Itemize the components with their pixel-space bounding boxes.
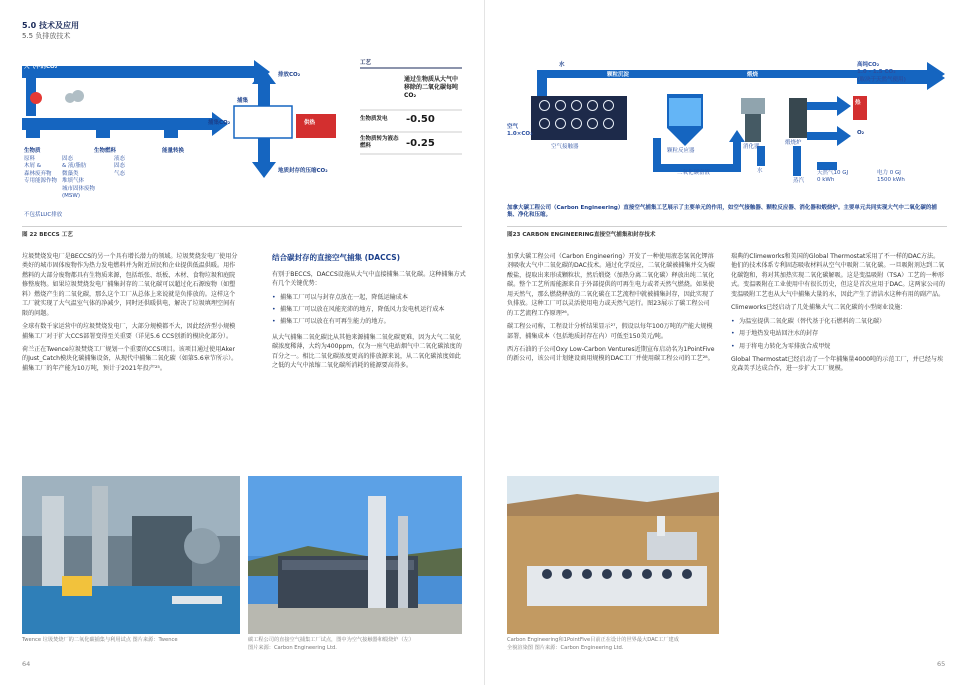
- table-row-1-value: -0.50: [406, 114, 435, 125]
- label-stored: 地质封存的压缩CO₂: [278, 168, 328, 174]
- label-gasify-sub: 液态 固态 气态: [114, 156, 126, 177]
- table-row-2-value: -0.25: [406, 138, 435, 149]
- dac-label-precipitation: 颗粒沉淀: [607, 72, 630, 78]
- table-header: 工艺: [360, 60, 372, 66]
- col4-p2: Climeworks已经启动了几处捕集大气二氧化碳的小型商业设施：: [731, 304, 907, 312]
- dac-label-recycle: 二氧化碳富液: [677, 170, 711, 176]
- right-page: [485, 0, 969, 685]
- label-atmosphere: 大气中的CO₂: [24, 64, 58, 70]
- figure-23-rule: [507, 226, 947, 227]
- photo-twence-caption: Twence 垃圾焚烧厂的二氧化碳捕集与利用试点 图片来源：Twence: [22, 637, 178, 643]
- col2-text: [272, 252, 466, 371]
- fan-icon: [555, 118, 566, 129]
- dac-label-water-top: 水: [559, 62, 565, 68]
- col4-bullets: [731, 317, 945, 351]
- label-heat: 供热: [304, 120, 316, 126]
- dac-label-o2: O₂: [857, 130, 865, 136]
- daccs-heading: 结合碳封存的直接空气捕集 (DACCS): [272, 253, 401, 262]
- col4-p1: 瑞典的Climeworks和美国的Global Thermostat采用了不一样的DAC方法。他们的技术体系专利固态吸收材料从空气中吸附二氧化碳。一旦吸附剂达到二氧化碳饱和，将对其加热实现二氧化碳解吸。这是变温吸附（TSA）工艺的一种形式。变温吸附在工业使用中有很长历史，但这是首次应用于DAC。这两家公司的变温吸附工艺也从大气中捕集大量的水，因此产生了清洁水这种有用的副产品。: [731, 253, 945, 298]
- col2-bullet-2: • 捕集工厂可以放在风能充沛的地方，降低风力发电机运行成本: [272, 305, 466, 314]
- dac-label-gas: 天然气10 GJ 0 kWh: [817, 170, 849, 184]
- col4-text: [731, 252, 945, 374]
- label-gasify: 能量转换: [162, 148, 185, 154]
- fan-icon: [539, 118, 550, 129]
- col2-bullets: [272, 293, 466, 327]
- dac-label-calciner: 煅烧炉: [785, 140, 802, 146]
- photo-dac-rendering-caption: Carbon Engineering和1PointFive目前正在设计的世界最大DAC工厂建成 全貌渲染图 图片来源：Carbon Engineering Ltd.: [507, 637, 679, 651]
- col2-bullet-1: • 捕集工厂可以与封存点放在一起，降低运输成本: [272, 293, 466, 302]
- fan-icon: [587, 118, 598, 129]
- page-number-right: 65: [937, 660, 946, 668]
- fan-icon: [555, 100, 566, 111]
- col3-p2: 碳工程公司称，工程设计分析结果显示²⁷，假设以每年100万吨的产能大规模部署，捕集成本（包括地质封存在内）可低至150美元/吨。: [507, 323, 713, 340]
- fan-icon: [539, 100, 550, 111]
- dac-label-slaker: 消化器: [743, 144, 760, 150]
- figure-22-rule: [22, 226, 462, 227]
- col3-p1: 加拿大碳工程公司（Carbon Engineering）开发了一种使用液态氢氧化钾溶剂吸收大气中二氧化碳的DAC技术。通过化学反应，二氧化碳被捕集并交为碳酸盐，提取出来形成颗粒状，然后煅烧（加热分离二氧化碳）释放出纯二氧化碳。整个工艺所需能源来自于外部提供的可再生电力或者天然气燃烧。如果使用天然气，那么燃烧释放的二氧化碳在工艺流程中就被捕集封存，因此实现了负排放。这种工厂可以灵活使用电力或天然气运行。图23展示了碳工程公司的工艺流程工作原理²⁶。: [507, 253, 715, 317]
- dac-label-water: 水: [757, 168, 763, 174]
- fan-array: [535, 96, 627, 140]
- dac-label-steam: 蒸汽: [793, 178, 805, 184]
- figure-23-diagram: [507, 58, 947, 208]
- label-capture: 捕集: [237, 98, 249, 104]
- col1-p1: 垃圾焚烧发电厂是BECCS的另一个具有增长潜力的领域。垃圾焚烧发电厂使用分类好的城市固体废物作为热力发电燃料并为附近居民和企业提供低温供暖。用作燃料的大部分废物都具有生物质来源，包括纸张、纸板、木材、食物垃圾和庭院修整废物。如果垃圾焚烧发电厂捕集封存的二氧化碳可以超过化石源废物（如塑料）燃烧产生的二氧化碳，那么这个工厂从总体上来说就是负排放的。这样这个工厂就实现了大气温室气体的净减少，同时还供暖供电，解决了垃圾填埋空间有限的问题。: [22, 253, 238, 317]
- dac-label-air: 空气 1.0×CO₂: [507, 124, 533, 138]
- col2-p2: 从大气捕集二氧化碳比从其他来源捕集二氧化碳更难，因为大气二氧化碳浓度稀薄，大约为400ppm，仅为一座气电站烟气中二氧化碳浓度的百分之一。相比二氧化碳浓度更高的排放源来说，从二氧化碳浓度如此之低的大气中浓缩二氧化碳所消耗的能源要高得多。: [272, 333, 462, 370]
- col3-text: [507, 252, 715, 364]
- table-row-2-name: 生物质转为液态燃料: [360, 136, 399, 150]
- left-page: [0, 0, 484, 685]
- col1-p2: 全球有数千家运营中的垃圾焚烧发电厂，大部分规模都不大，因此经济型小规模捕集工厂对于扩大CCS部署变得至关重要（详见5.6 CCS创新的模块化部分）。: [22, 323, 236, 340]
- col4-bullet-2: • 用于地热发电站回注水的封存: [731, 329, 945, 338]
- photo-dac-rendering: [507, 476, 719, 634]
- col4-bullet-1: • 为温室提供二氧化碳（替代基于化石燃料的二氧化碳）: [731, 317, 945, 326]
- table-col-title: 通过生物质从大气中移除的二氧化碳每吨 CO₂: [404, 76, 459, 99]
- photo-ce-pilot: [248, 476, 462, 634]
- col1-text: [22, 252, 240, 373]
- fan-icon: [587, 100, 598, 111]
- dac-label-heat: 热: [855, 100, 861, 106]
- page-number-left: 64: [22, 660, 31, 668]
- figure-22-caption: 图 22 BECCS 工艺: [22, 232, 73, 238]
- label-no-luc: 不包括LUC排放: [24, 212, 63, 218]
- label-biofuel-sub: 固态 & 液/脂肪 微藻类 堆填气体 城市固体废物 (MSW): [62, 156, 96, 200]
- fan-icon: [603, 100, 614, 111]
- figure-23-intro: 加拿大碳工程公司（Carbon Engineering）直接空气捕集工艺展示了主要单元的作用，如空气接触器、颗粒反应器、消化器和煅烧炉。主要单元共同实现大气中二氧化碳的捕集、净化和压缩。: [507, 205, 937, 219]
- col4-bullet-3: • 用于将电力转化为零排放合成甲烷: [731, 342, 945, 351]
- col2-p1: 有别于BECCS，DACCS设施从大气中直接捕集二氧化碳。这种捕集方式有几个关键优势：: [272, 270, 466, 288]
- dac-label-pellet-reactor: 颗粒反应器: [667, 148, 695, 154]
- col3-p3: 西方石油的子公司Oxy Low-Carbon Ventures近期宣布启动名为1PointFive的新公司，该公司计划建设商用规模的DAC工厂并使用碳工程公司的工艺²⁸。: [507, 345, 715, 363]
- fan-icon: [571, 100, 582, 111]
- table-row-1-name: 生物质发电: [360, 116, 388, 122]
- col1-p3: 荷兰正在Twence垃圾焚烧工厂规划一个重要的CCS项目。该项目通过使用Aker的Just_Catch模块化碳捕集设备，从现代中捕集二氧化碳（如第5.6章节所示）。捕集工厂的年产能为10万吨，预计于2021年投产²⁵。: [22, 345, 238, 372]
- section-title: 5.0 技术及应用: [22, 21, 79, 30]
- dac-label-air-contactor: 空气接触器: [551, 144, 579, 150]
- label-biomass-sub: 原料 木屑 & 森林废弃物 专用能源作物: [24, 156, 58, 185]
- fan-icon: [603, 118, 614, 129]
- dac-label-co2-out: 高纯CO₂ 1.0 - 1.5 CO₂ (取决于天然气使用): [857, 62, 907, 83]
- label-biomass: 生物质: [24, 148, 41, 154]
- dac-label-calcination: 煅烧: [747, 72, 759, 78]
- photo-ce-pilot-caption: 碳工程公司的直接空气捕集工厂试点，图中为空气接触器和煅烧炉（左） 图片来源：Carbon Engineering Ltd.: [248, 637, 415, 651]
- section-subtitle: 5.5 负排放技术: [22, 32, 71, 40]
- col4-p3: Global Thermostat已经启动了一个年捕集量4000吨的示范工厂，并已经与埃克森美孚达成合作，进一步扩大工厂规模。: [731, 355, 944, 373]
- label-emitted: 排放CO₂: [278, 72, 301, 78]
- label-captured: 捕集CO₂: [208, 120, 231, 126]
- label-biofuel: 生物燃料: [94, 148, 117, 154]
- fan-icon: [571, 118, 582, 129]
- figure-23-caption: 图23 CARBON ENGINEERING直接空气捕集和封存技术: [507, 232, 656, 238]
- col2-bullet-3: • 捕集工厂可以放在有可再生能力的地方。: [272, 317, 466, 326]
- photo-twence: [22, 476, 240, 634]
- figure-22-diagram: [22, 58, 462, 223]
- dac-label-power: 电力 0 GJ 1500 kWh: [877, 170, 905, 184]
